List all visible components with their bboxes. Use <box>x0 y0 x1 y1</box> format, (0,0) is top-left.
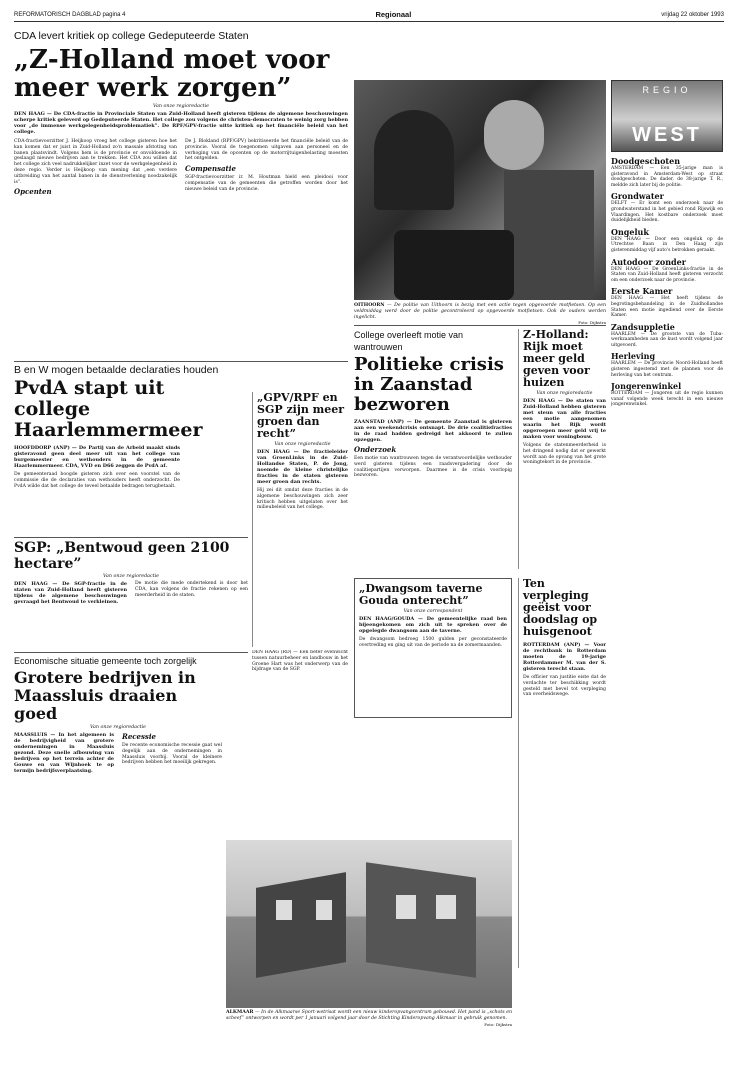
main-lead: DEN HAAG — De CDA-fractie in Provinciale Staten van Zuid-Holland heeft gisteren tijdens de algemene beschouwingen scherpe kritiek geleverd op Gedeputeerde Staten. Het college zou volgens de christen-democraten te weinig zorg hebben voor „de immense werkgelegenheidsproblematiek”. De RPF/GPV-fractie uitte kritiek op het financiële beleid van het college. <box>14 111 348 135</box>
sidebar-news-list <box>611 156 723 408</box>
photo-police-caption-text: — De politie van Uithoorn is bezig met een actie tegen opgevoerde motfietsen. Op een veldmiddag werd door de politie gecontroleerd op opgevoerde motfietsen. Ook de ouders werden ingelicht. <box>354 303 606 320</box>
pvda-lead: HOOFDDORP (ANP) — De Partij van de Arbeid maakt sinds gisteravond geen deel meer uit van het college van burgemeester en wethouders in de gemeente Haarlemmermeer. CDA, VVD en D66 zeggen de PvdA af. <box>14 445 180 469</box>
zaanstad-body: Een motie van wantrouwen tegen de verantwoordelijke wethouder werd gisteren tijdens een raadsvergadering door de coalitiepartijen verworpen. Daarmee is de crisis voorlopig bezworen. <box>354 456 512 479</box>
sidebar-item-text: HAARLEM — De grootste van de Tuba-werkzaamheden aan de kust wordt volgend jaar uitgevoerd. <box>611 331 723 348</box>
photo-police-caption-label: OITHOORN <box>354 303 385 308</box>
sidebar-item <box>611 286 723 318</box>
photo-police-check <box>354 80 606 300</box>
main-article <box>14 30 348 356</box>
zholland-article <box>518 329 606 569</box>
zholland-lead: DEN HAAG — De staten van Zuid-Holland hebben gisteren met steun van alle fracties een motie aangenomen waarin het Rijk wordt opgeroepen meer geld vrij te maken voor woningbouw. <box>523 398 606 440</box>
sidebar-item-text: HAARLEM — De provincie Noord-Holland heeft gisteren ingestemd met de plannen voor de herleving van het centrum. <box>611 361 723 378</box>
groene-hart-snippet <box>252 650 348 730</box>
maassluis-body: De recente economische recessie gaat wel degelijk aan de ondernemingen in Maassluis voorbij. Vooral de kleinere bedrijven hebben het moeilijk gekregen. <box>122 743 222 766</box>
gpv-body: Hij zei dit omdat deze fracties in de algemene beschouwingen zich zeer kritisch hebben uitgelaten over het milieubeleid van het college. <box>257 488 348 511</box>
gouda-headline: „Dwangsom taverne Gouda onterecht” <box>359 582 483 607</box>
section-title: Regionaal <box>375 10 412 19</box>
gouda-body: De dwangsom bedroeg 1500 gulden per geconstateerde overtreding en ging uit van de periode na de zomermaanden. <box>359 637 507 648</box>
divider <box>14 361 348 362</box>
zaanstad-lead: ZAANSTAD (ANP) — De gemeente Zaanstad is gisteren aan een weekendcrisis ontsnapt. De drie coalitiefracties in de raad hadden gedreigd het akkoord te zullen opzeggen. <box>354 419 512 443</box>
maassluis-subhead: Recessie <box>122 732 156 741</box>
groene-hart-text: DEN HAAG (RD) — Een beter evenwicht tussen natuurbeheer en landbouw in het Groene Hart was het onderwerp van de bijdrage van de SGP. <box>252 650 348 673</box>
sidebar-item-text: DEN HAAG — Door een ongeluk op de Utrechtse Baan in Den Haag zijn gisterenmiddag vijf auto's betrokken geraakt. <box>611 236 723 253</box>
verpleging-lead: ROTTERDAM (ANP) — Voor de rechtbank in Rotterdam moeten de 19-jarige Rotterdammer M. van der S. gisteren terecht staan. <box>523 642 606 672</box>
maassluis-lead: MAASSLUIS — In het algemeen is de bedrijvigheid van grotere ondernemingen in Maassluis gezond. Deze snelle afbouwing van bedrijven op het terrein achter de Gouwe en van Wijnhoek te op termijn bedrijfsverplaatsing. <box>14 732 114 774</box>
main-body: CDA-fractievoorzitter J. Heijkoop vroeg het college gisteren hoe het kan komen dat er juist in Zuid-Holland zo'n massale afstoting van banen plaatsvindt. Volgens hem is de provincie er onvoldoende in geslaagd nieuwe bedrijven aan te trekken. Het CDA zou willen dat het college zich veel nadrukkelijker inzet voor de werkgelegenheid in deze regio. Verder is Heijkoop van mening dat „een verdere uitbreiding van het aantal banen in de dienstverlening noodzakelijk is”. <box>14 139 177 185</box>
sidebar-item-text: AMSTERDAM — Een 35-jarige man is gisteravond in Amsterdam-West op straat doodgeschoten. De dader, de 38-jarige T. R., meldde zich later bij de politie. <box>611 166 723 188</box>
gouda-article <box>354 578 512 718</box>
sidebar-item <box>611 322 723 349</box>
zaanstad-article <box>354 329 512 559</box>
sidebar-item-head: Zandsuppletie <box>611 321 675 332</box>
maassluis-headline: Grotere bedrijven in Maassluis draaien goed <box>14 668 196 723</box>
gpv-byline: Van onze regioredactie <box>274 442 331 447</box>
regio-banner-top: REGIO <box>642 85 692 95</box>
sidebar-item-head: Ongeluk <box>611 226 649 237</box>
main-headline: „Z-Holland moet voor meer werk zorgen” <box>14 45 330 103</box>
main-kicker: CDA levert kritiek op college Gedeputeerde Staten <box>14 30 249 42</box>
sidebar-item <box>611 227 723 254</box>
photo-daycare-caption-text: — In de Alkmaarse Sport-wetrisat wordt een nieuw kinderopvangcentrum gebouwd. Het pand is „schots en scheef” ontworpen en wordt per 1 januari volgend jaar door de Stichting Kinderopvang Alkmaar in gebruik genomen. <box>226 1010 512 1021</box>
pvda-kicker: B en W mogen betaalde declaraties houden <box>14 364 219 376</box>
regio-banner-bottom: WEST <box>632 124 702 146</box>
gpv-article <box>252 392 348 647</box>
pvda-body: De gemeenteraad boogde gisteren zich over een voorstel van de commissie die de declaraties van wethouders heeft onderzocht. De PvdA wilde dat het college de teveel betaalde bedragen terugbetaalt. <box>14 472 180 489</box>
pvda-body-area <box>14 445 180 489</box>
sidebar-item-text: DEN HAAG — De GroenLinks-fractie in de Staten van Zuid-Holland heeft gisteren verzocht om een onderzoek naar de provincie. <box>611 266 723 283</box>
sidebar-item-head: Grondwater <box>611 191 664 202</box>
sgp-byline: Van onze regioredactie <box>102 574 160 579</box>
sgp-lead: DEN HAAG — De SGP-fractie in de staten van Zuid-Holland heeft gisteren tijdens de algemene beschouwingen gevraagd het Bentwoud te verkleinen. <box>14 581 127 605</box>
divider <box>14 652 248 653</box>
maassluis-kicker: Economische situatie gemeente toch zorgelijk <box>14 656 197 666</box>
zholland-body: Volgens de statenmeerderheid is het dringend nodig dat er gewerkt wordt aan de opvang van het grote woningtekort in de provincie. <box>523 443 606 466</box>
edition-date: vrijdag 22 oktober 1993 <box>661 11 724 18</box>
sgp-body-columns <box>14 581 248 605</box>
sidebar-item-head: Jongerenwinkel <box>611 381 682 392</box>
verpleging-headline: Ten verpleging geëist voor doodslag op huisgenoot <box>523 578 598 638</box>
sidebar-item <box>611 351 723 378</box>
zholland-byline: Van onze regioredactie <box>536 391 593 396</box>
divider <box>354 325 606 326</box>
sidebar-item-head: Herleving <box>611 351 656 362</box>
sidebar-item <box>611 191 723 223</box>
zaanstad-headline: Politieke crisis in Zaanstad bezworen <box>354 354 504 415</box>
sidebar-item-text: ROTTERDAM — Jongeren uit de regio kunnen vanaf volgende week terecht in een nieuwe jongerenwinkel. <box>611 391 723 408</box>
pvda-headline: PvdA stapt uit college Haarlemmermeer <box>14 377 203 441</box>
sidebar-regio-west <box>611 80 723 1060</box>
sgp-article <box>14 540 248 648</box>
maassluis-body-columns <box>14 732 222 774</box>
gpv-lead: DEN HAAG — De fractieleider van GroenLinks in de Zuid-Hollandse Staten, P. de Jong, noemde de kleine christelijke fracties in de staten gisteren meer groen dan rechts. <box>257 449 348 485</box>
photo-daycare-caption-label: ALKMAAR <box>226 1010 254 1015</box>
maassluis-article <box>14 655 222 1060</box>
maassluis-byline: Van onze regioredactie <box>89 725 147 730</box>
regio-banner <box>611 80 723 152</box>
zaanstad-kicker: College overleeft motie van wantrouwen <box>354 330 464 352</box>
sidebar-item-head: Doodgeschoten <box>611 156 681 166</box>
sidebar-item-head: Eerste Kamer <box>611 286 673 297</box>
main-byline: Van onze regioredactie <box>152 104 210 109</box>
sidebar-item-head: Autodoor zonder <box>611 256 686 267</box>
sidebar-item-text: DELFT — Er komt een onderzoek naar de grondwaterstand in het gebied rond Rijswijk en Vlaardingen. Het kostbare onderzoek moet duidelijkheid bieden. <box>611 201 723 224</box>
zaanstad-subhead: Onderzoek <box>354 445 397 454</box>
sidebar-item-text: DEN HAAG — Het heeft tijdens de begrotingsbehandeling in de Zuidhollandse Staten een motie ingediend over de Eerste Kamer. <box>611 296 723 319</box>
verpleging-article <box>518 578 606 968</box>
gouda-byline: Van onze correspondent <box>403 609 463 614</box>
sgp-headline: SGP: „Bentwoud geen 2100 hectare” <box>14 540 230 572</box>
photo-daycare-caption <box>226 1010 512 1027</box>
main-subhead-opcenten: Opcenten <box>14 187 52 197</box>
gpv-headline: „GPV/RPF en SGP zijn meer groen dan recht” <box>257 392 345 440</box>
photo-police-credit: Foto: Dijkstra <box>578 320 606 326</box>
photo-daycare-credit: Foto: Dijkstra <box>484 1021 512 1027</box>
photo-daycare-building <box>226 840 512 1008</box>
main-body-columns <box>14 139 348 196</box>
divider <box>14 537 248 538</box>
main-subhead-compensatie: Compensatie <box>185 164 236 174</box>
main-body-3: SGP-fractievoorzitter ir. M. Houtman hield een pleidooi voor compensatie van de gemeenten die getroffen worden door het nieuwe beleid van de provincie. <box>185 175 348 192</box>
photo-police-caption <box>354 303 606 326</box>
sidebar-item <box>611 257 723 284</box>
gouda-lead: DEN HAAG/GOUDA — De gemeentelijke raad ben bijeengekomen om zich uit te spreken over de opgelegde dwangsom aan de taverne. <box>359 616 507 634</box>
sgp-body: De motie die mede ondertekend is door het CDA, kan volgens de fractie rekenen op een meerderheid in de staten. <box>135 581 248 598</box>
zholland-headline: Z-Holland: Rijk moet meer geld geven voor huizen <box>523 329 590 389</box>
verpleging-body: De officier van justitie eiste dat de verdachte ter beschikking wordt gesteld met bevel tot verpleging van overheidswege. <box>523 675 606 698</box>
masthead <box>14 8 724 22</box>
sidebar-item <box>611 156 723 188</box>
sidebar-item <box>611 381 723 408</box>
paper-name: REFORMATORISCH DAGBLAD pagina 4 <box>14 11 126 18</box>
main-body-2: De J. Blokland (RPF/GPV) bekritiseerde het financiële beleid van de provincie. Vooral de toegenomen uitgaven aan personeel en de verhoging van de opcenten op de motorrijtuigenbelasting moesten het ontgelden. <box>185 139 348 162</box>
